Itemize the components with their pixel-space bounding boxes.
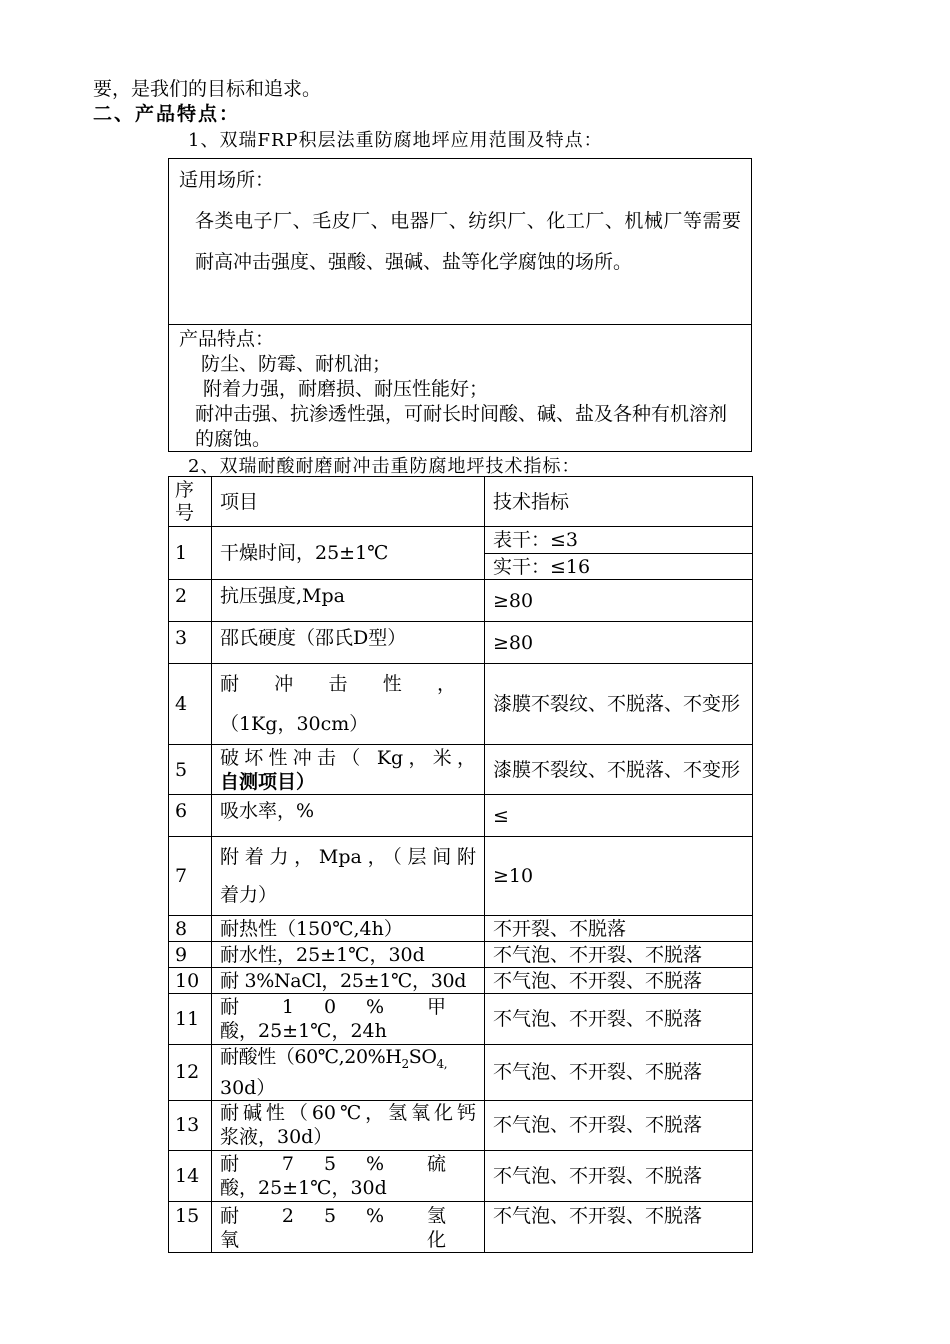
row-num: 2 [169,580,212,622]
table-row [169,622,753,664]
row-item-sub: 2 [401,1056,409,1071]
row-item: 邵氏硬度（邵氏D型） [212,622,485,664]
row-item [212,1201,485,1252]
table-row [169,942,753,968]
row-item-line: 浆液，30d） [220,1126,333,1149]
feature-item: 附着力强，耐磨损、耐压性能好； [203,378,489,400]
scope-label: 适用场所： [179,169,275,191]
row-item-line: （1Kg，30cm） [220,713,369,735]
row-item-line: 附着力，Mpa，（层间附 [220,846,476,868]
row-item [212,994,485,1045]
table-row [169,1150,753,1201]
row-spec: 不气泡、不开裂、不脱落 [485,1100,753,1150]
row-item-line: 耐25%氢氧化 [220,1204,476,1251]
scope-features-table [168,158,752,452]
table-row [169,994,753,1045]
features-cell [169,325,751,451]
features-label: 产品特点： [179,328,275,350]
row-num: 12 [169,1045,212,1101]
row-num: 9 [169,942,212,968]
row-item [212,1045,485,1101]
row-spec: 不气泡、不开裂、不脱落 [485,968,753,994]
table-row [169,745,753,795]
row-item: 抗压强度,Mpa [212,580,485,622]
row-spec: 漆膜不裂纹、不脱落、不变形 [485,664,753,745]
row-num: 7 [169,837,212,916]
feature-item: 防尘、防霉、耐机油； [201,353,392,375]
intro-text: 要，是我们的目标和追求。 [93,78,322,100]
table-row [169,795,753,837]
row-num: 13 [169,1100,212,1150]
row-item-sub: 4, [436,1056,448,1071]
row-spec: ≥10 [485,837,753,916]
feature-item: 耐冲击强、抗渗透性强，可耐长时间酸、碱、盐及各种有机溶剂的腐蚀。 [195,403,728,450]
row-item: 耐水性，25±1℃，30d [212,942,485,968]
table-row [169,527,753,554]
row-item [212,664,485,745]
row-num: 1 [169,527,212,580]
table-row [169,1100,753,1150]
row-item-line: 自测项目） [220,770,316,793]
table-row [169,580,753,622]
row-item-line: 30d） [220,1076,276,1099]
row-spec: 不气泡、不开裂、不脱落 [485,942,753,968]
row-item-line: 酸，25±1℃，30d [220,1176,387,1199]
row-item-line [220,1045,476,1076]
row-num: 10 [169,968,212,994]
row-num: 5 [169,745,212,795]
row-num: 6 [169,795,212,837]
row-num: 8 [169,916,212,942]
row-spec: ≤ [485,795,753,837]
scope-cell [169,159,751,325]
row-item-text: SO [408,1046,437,1068]
row-num: 15 [169,1201,212,1252]
table-row [169,968,753,994]
row-item: 耐热性（150℃,4h） [212,916,485,942]
header-item: 项目 [212,477,485,527]
table-row [169,664,753,745]
row-spec: 表干：≤3 [485,527,753,554]
row-item-line: 耐碱性（60℃，氢氧化钙 [220,1102,476,1125]
row-spec: 不气泡、不开裂、不脱落 [485,1150,753,1201]
table-row [169,1201,753,1252]
row-item-line: 耐75%硫 [220,1152,476,1175]
row-item: 干燥时间，25±1℃ [212,527,485,580]
subheading-specs: 2、双瑞耐酸耐磨耐冲击重防腐地坪技术指标： [188,456,581,477]
row-spec: 不气泡、不开裂、不脱落 [485,1201,753,1252]
row-item-line: 着力） [220,884,278,906]
table-header-row [169,477,753,527]
row-spec: ≥80 [485,580,753,622]
row-spec: 不气泡、不开裂、不脱落 [485,1045,753,1101]
section-heading: 二、产品特点： [93,103,241,125]
row-spec: ≥80 [485,622,753,664]
row-spec: 不开裂、不脱落 [485,916,753,942]
row-item: 吸水率，% [212,795,485,837]
row-num: 14 [169,1150,212,1201]
row-item-text: 耐酸性（60℃,20%H [220,1046,402,1068]
row-num: 4 [169,664,212,745]
header-num: 序号 [169,477,212,527]
row-item-line: 破坏性冲击（ Kg，米， [220,746,476,769]
row-item: 耐 3%NaCl，25±1℃，30d [212,968,485,994]
row-spec: 漆膜不裂纹、不脱落、不变形 [485,745,753,795]
spec-table [168,476,753,1253]
row-item [212,745,485,795]
table-row [169,837,753,916]
row-item [212,1150,485,1201]
row-item-line: 耐10%甲 [220,996,476,1018]
row-item [212,1100,485,1150]
table-row [169,1045,753,1101]
subheading-scope: 1、双瑞FRP积层法重防腐地坪应用范围及特点： [188,130,603,151]
scope-description: 各类电子厂、毛皮厂、电器厂、纺织厂、化工厂、机械厂等需要耐高冲击强度、强酸、强碱、盐等化学腐蚀的场所。 [195,210,741,273]
row-item [212,837,485,916]
row-item-line: 酸，25±1℃，24h [220,1020,387,1042]
row-item-line: 耐冲击性， [220,673,476,695]
row-spec: 实干：≤16 [485,554,753,580]
row-spec: 不气泡、不开裂、不脱落 [485,994,753,1045]
row-num: 11 [169,994,212,1045]
header-spec: 技术指标 [485,477,753,527]
row-num: 3 [169,622,212,664]
table-row [169,916,753,942]
